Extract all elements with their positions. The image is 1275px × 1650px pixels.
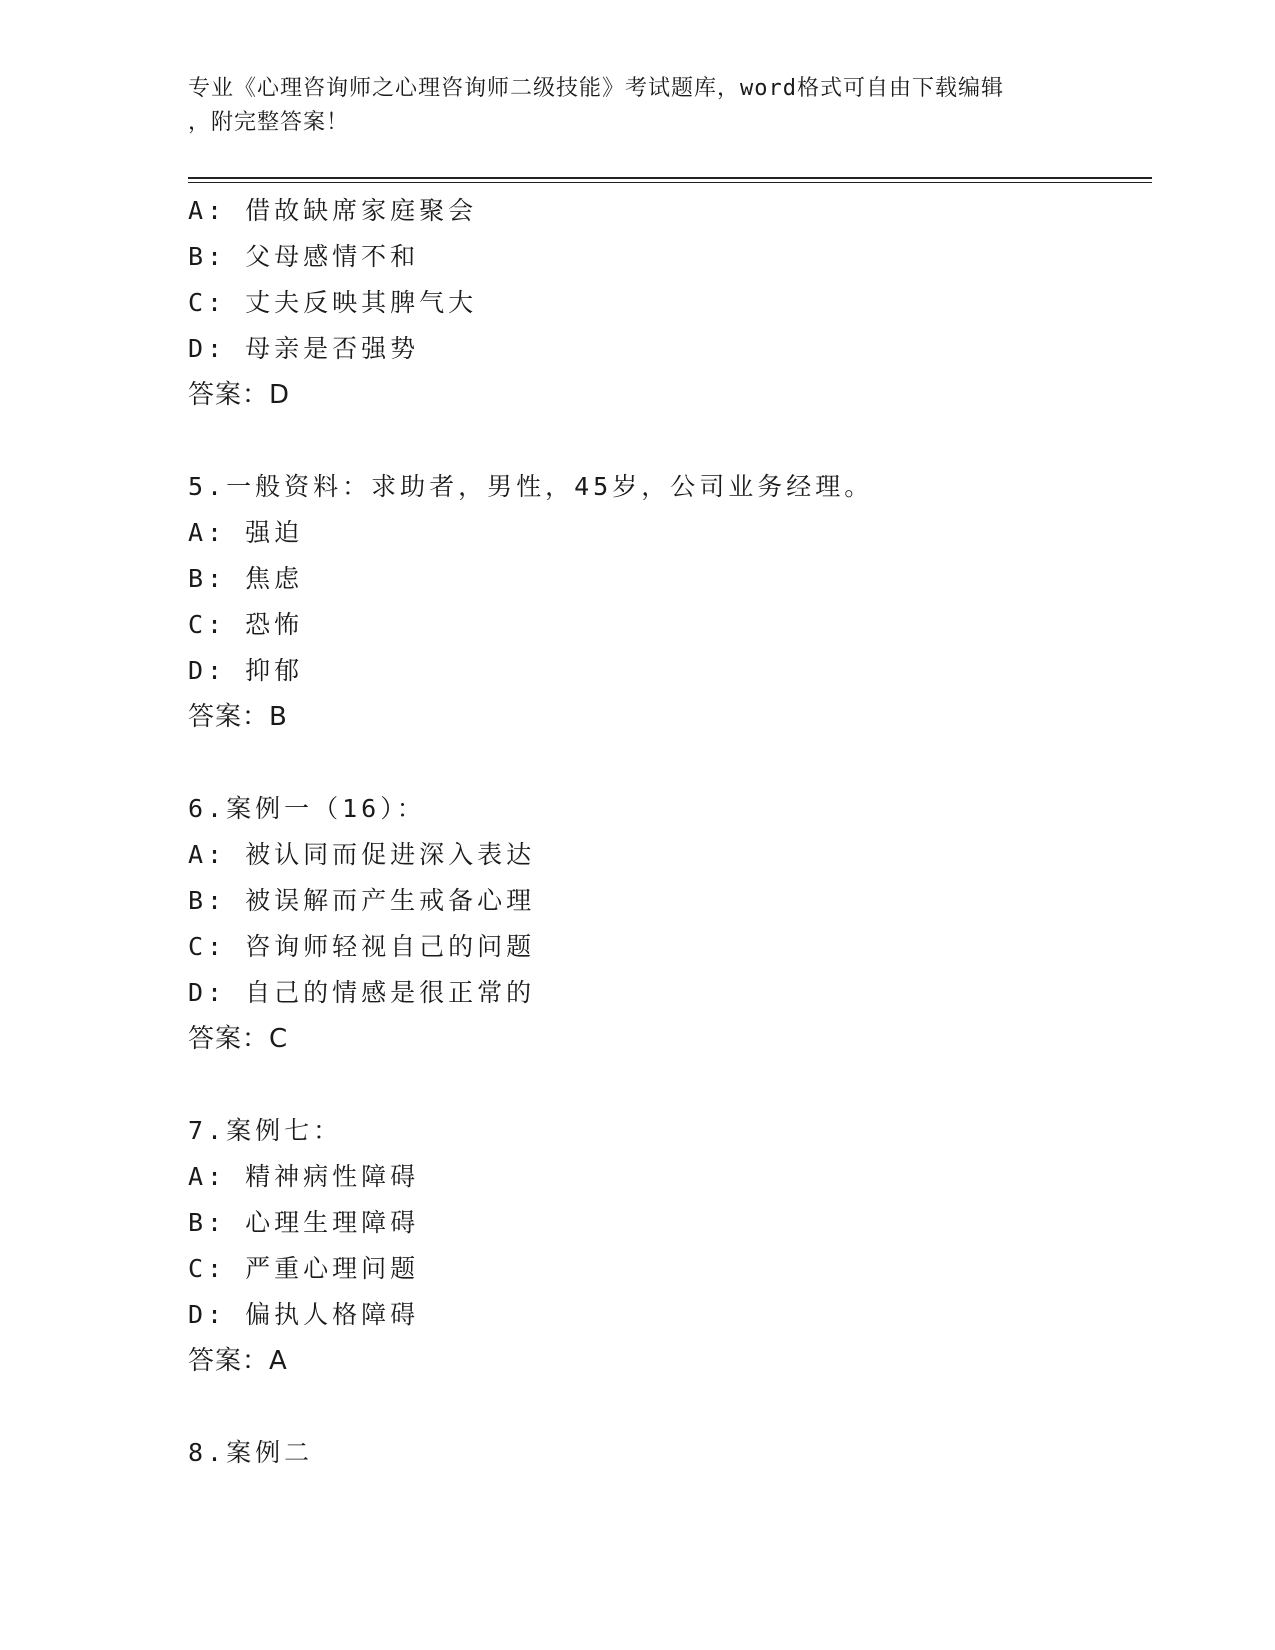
question-text: 6.案例一（16）：	[188, 794, 426, 823]
option-b: B: 焦虑	[188, 564, 304, 593]
question-6	[188, 786, 1152, 1062]
answer: 答案：D	[188, 380, 291, 410]
question-text: 8.案例二	[188, 1438, 314, 1467]
option-b: B: 被误解而产生戒备心理	[188, 886, 536, 915]
option-d: D: 偏执人格障碍	[188, 1300, 420, 1329]
spacer	[188, 418, 1152, 464]
option-a: A: 被认同而促进深入表达	[188, 840, 536, 869]
option-c: C: 丈夫反映其脾气大	[188, 288, 478, 317]
option-a: A: 精神病性障碍	[188, 1162, 420, 1191]
answer: 答案：B	[188, 702, 288, 732]
question-5	[188, 464, 1152, 740]
option-b: B: 心理生理障碍	[188, 1208, 420, 1237]
option-d: D: 自己的情感是很正常的	[188, 978, 536, 1007]
option-d: D: 抑郁	[188, 656, 304, 685]
option-c: C: 严重心理问题	[188, 1254, 420, 1283]
spacer	[188, 1062, 1152, 1108]
question-text: 5.一般资料：求助者，男性，45岁，公司业务经理。	[188, 472, 874, 501]
question-list	[188, 188, 1152, 1476]
option-d: D: 母亲是否强势	[188, 334, 420, 363]
document-header	[188, 72, 1068, 140]
spacer	[188, 1384, 1152, 1430]
answer: 答案：C	[188, 1024, 289, 1054]
option-c: C: 恐怖	[188, 610, 304, 639]
option-c: C: 咨询师轻视自己的问题	[188, 932, 536, 961]
header-divider-thick	[188, 177, 1152, 179]
question-8	[188, 1430, 1152, 1476]
question-text: 7.案例七：	[188, 1116, 343, 1145]
option-a: A: 借故缺席家庭聚会	[188, 196, 478, 225]
question-7	[188, 1108, 1152, 1384]
question-4	[188, 188, 1152, 418]
header-line-2: ，附完整答案！	[188, 110, 350, 135]
header-divider-thin	[188, 182, 1152, 183]
header-line-1: 专业《心理咨询师之心理咨询师二级技能》考试题库，word格式可自由下载编辑	[188, 76, 1004, 101]
option-a: A: 强迫	[188, 518, 304, 547]
option-b: B: 父母感情不和	[188, 242, 420, 271]
spacer	[188, 740, 1152, 786]
answer: 答案：A	[188, 1346, 288, 1376]
